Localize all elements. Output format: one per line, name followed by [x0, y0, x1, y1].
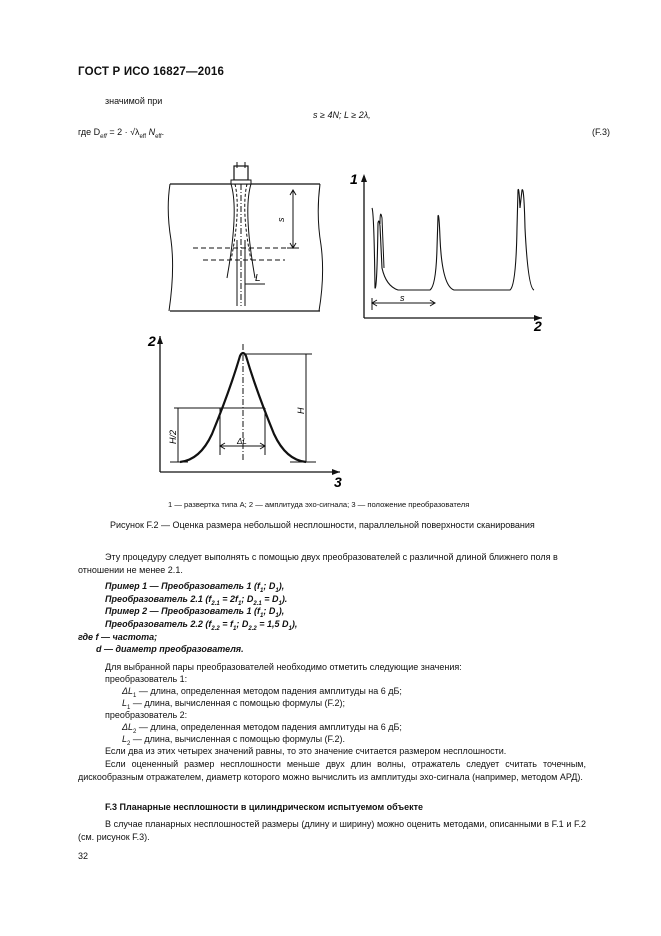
t1b-sub: 1 — [127, 704, 131, 711]
t1a-sub: 1 — [133, 692, 137, 699]
ex4-a: Преобразователь 2.2 (f — [105, 619, 212, 629]
ex2-m3: = D — [261, 594, 279, 604]
ex2-s2: 1 — [238, 600, 242, 607]
transducer-2-dl — [122, 722, 402, 735]
where-sub: eff — [100, 133, 107, 140]
transducer-1-dl — [122, 686, 402, 699]
ex4-s2: 1 — [233, 625, 237, 632]
H-label: H — [296, 407, 306, 414]
ex4-s1: 2.2 — [211, 625, 220, 632]
paragraph-1-line-1: Эту процедуру следует выполнять с помощью двух преобразователей с различной длиной ближнего поля в — [105, 552, 558, 562]
ex3-e: ), — [278, 606, 285, 616]
where-frequency: где f — частота; — [78, 632, 158, 642]
example-1-transducer-2 — [105, 594, 287, 607]
ex3-m: ; D — [263, 606, 276, 616]
ex2-s1: 2.1 — [211, 600, 220, 607]
ex1-s2: 1 — [275, 587, 279, 594]
ex4-e: ), — [291, 619, 298, 629]
formula-condition: s ≥ 4N; L ≥ 2λ, — [313, 110, 371, 120]
a-scan-diagram — [350, 168, 550, 332]
scan-axis-x: 2 — [534, 318, 542, 332]
scan-axis-y: 1 — [350, 171, 358, 187]
ex2-s4: 1 — [278, 600, 282, 607]
ex3-s1: 1 — [260, 612, 264, 619]
t2b-text: — длина, вычисленная с помощью формулы (F.2). — [130, 734, 346, 744]
amp-axis-y: 2 — [148, 333, 156, 349]
scan-s-label: s — [400, 293, 405, 303]
dL-label: ΔL — [237, 437, 247, 446]
t1b-text: — длина, вычисленная с помощью формулы (F.2); — [130, 698, 346, 708]
t2a-sym: ΔL — [122, 722, 134, 732]
figure-legend: 1 — развертка типа А; 2 — амплитуда эхо-сигнала; 3 — положение преобразователя — [168, 500, 470, 509]
ex1-m: ; D — [263, 581, 276, 591]
t2a-text: — длина, определенная методом падения амплитуды на 6 дБ; — [136, 722, 402, 732]
where-diameter: d — диаметр преобразователя. — [96, 644, 244, 654]
ex1-a: Пример 1 — Преобразователь 1 (f — [105, 581, 261, 591]
section-text: В случае планарных несплошностей размеры (длину и ширину) можно оценить методами, описанными в F.1 и F.2 (см. рисунок F.3). — [78, 819, 586, 842]
paragraph-1-line-2: отношении не менее 2.1. — [78, 565, 183, 575]
formula-end: . — [161, 127, 165, 137]
ex4-m2: ; D — [236, 619, 249, 629]
L-label: L — [255, 273, 261, 284]
t2b-sym: L — [122, 734, 128, 744]
formula-lead: значимой при — [105, 96, 163, 106]
amplitude-diagram — [140, 330, 350, 488]
t1a-text: — длина, определенная методом падения амплитуды на 6 дБ; — [136, 686, 402, 696]
transducer-2-label: преобразователь 2: — [105, 710, 188, 720]
list-intro: Для выбранной пары преобразователей необходимо отметить следующие значения: — [105, 662, 462, 672]
formula-where — [78, 127, 164, 140]
specimen-diagram — [165, 160, 325, 316]
n-sub: eff — [155, 133, 162, 140]
figure-caption: Рисунок F.2 — Оценка размера небольшой несплошности, параллельной поверхности сканирования — [110, 520, 535, 530]
transducer-2-l — [122, 734, 345, 747]
example-1 — [105, 581, 284, 594]
where-prefix: где D — [78, 127, 101, 137]
ex1-e: ), — [278, 581, 285, 591]
ex2-m2: ; D — [241, 594, 254, 604]
ex4-m3: = 1,5 D — [256, 619, 289, 629]
equality-sentence: Если два из этих четырех значений равны, то это значение считается размером несплошности. — [105, 746, 507, 756]
section-title: F.3 Планарные несплошности в цилиндрическом испытуемом объекте — [105, 802, 424, 812]
page-number: 32 — [78, 851, 89, 861]
ex4-m1: = f — [219, 619, 234, 629]
H2-label: H/2 — [168, 429, 178, 444]
ex1-s1: 1 — [260, 587, 264, 594]
where-rest: = 2 · √λ — [106, 127, 140, 137]
formula-number: (F.3) — [592, 127, 610, 137]
t2b-sub: 2 — [127, 740, 131, 747]
ex3-a: Пример 2 — Преобразователь 1 (f — [105, 606, 261, 616]
example-2 — [105, 606, 284, 619]
s-label: s — [276, 217, 286, 222]
ex2-s3: 2.1 — [253, 600, 262, 607]
ex2-m1: = 2f — [219, 594, 239, 604]
ex3-s2: 1 — [275, 612, 279, 619]
t2a-sub: 2 — [133, 728, 137, 735]
example-2-transducer-2 — [105, 619, 297, 632]
ex2-e: ). — [281, 594, 288, 604]
t1a-sym: ΔL — [122, 686, 134, 696]
ex4-s3: 2.2 — [248, 625, 257, 632]
transducer-1-l — [122, 698, 345, 711]
ex2-a: Преобразователь 2.1 (f — [105, 594, 212, 604]
n-symbol: N — [146, 127, 156, 137]
ex4-s4: 1 — [288, 625, 292, 632]
amp-axis-x: 3 — [334, 474, 342, 488]
transducer-1-label: преобразователь 1: — [105, 674, 188, 684]
lambda-sub: eff — [139, 133, 147, 140]
point-reflector-paragraph: Если оцененный размер несплошности меньше двух длин волны, отражатель следует считать точечным, дискообразным отражателем, диаметр которого можно вычислить из амплитуды эхо-сигнала (например, методом АРД). — [78, 759, 586, 782]
document-header: ГОСТ Р ИСО 16827—2016 — [78, 66, 225, 78]
t1b-sym: L — [122, 698, 128, 708]
